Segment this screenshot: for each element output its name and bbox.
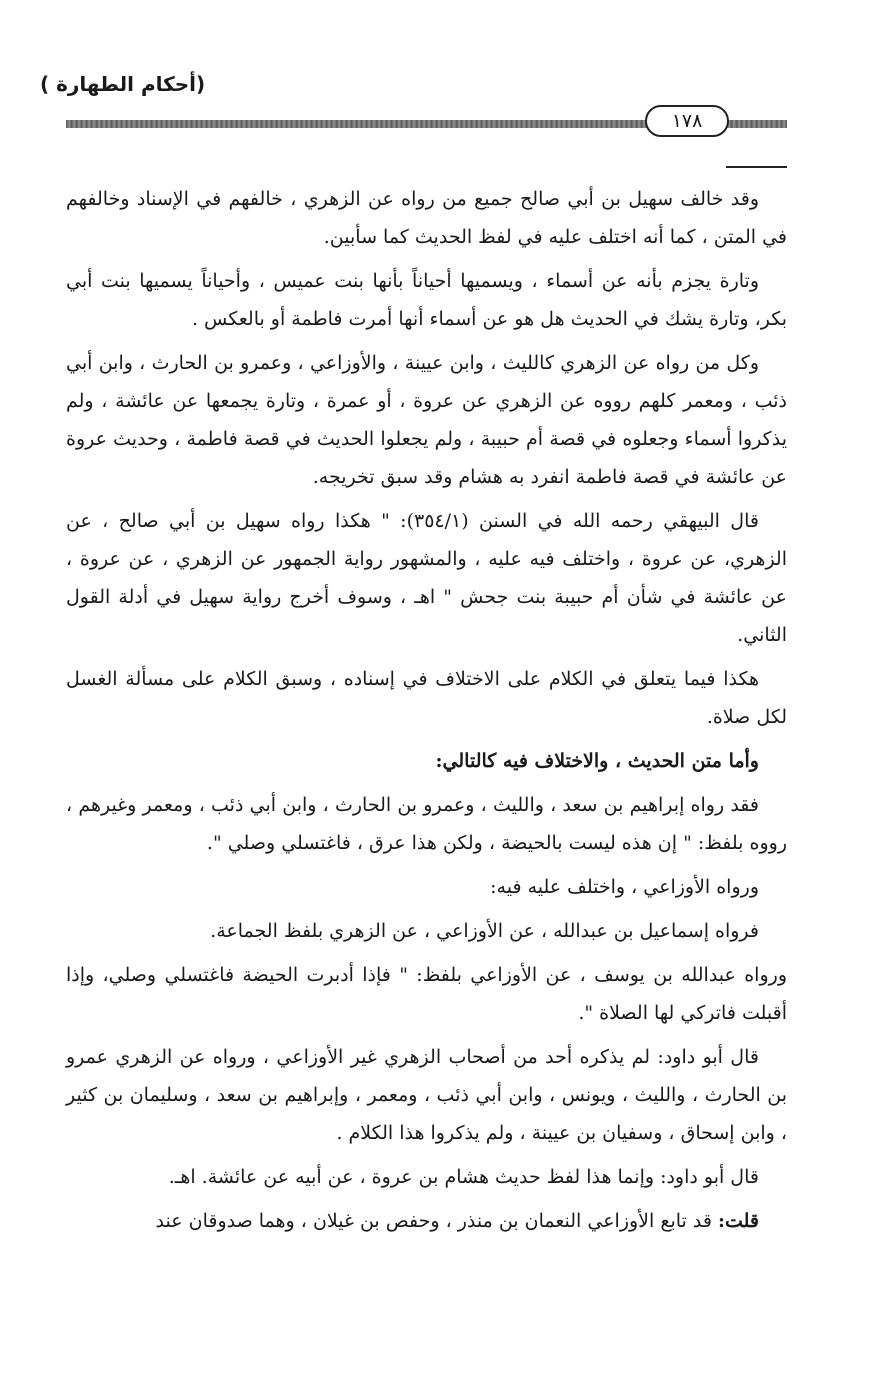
paragraph: قال أبو داود: لم يذكره أحد من أصحاب الزهري غير الأوزاعي ، ورواه عن الزهري عمرو بن الحارث ، والليث ، ويونس ، وابن أبي ذئب ، ومعمر ، وإبراهيم بن سعد ، وسليمان بن كثير ، وابن إسحاق ، وسفيان بن عيينة ، ولم يذكروا هذا الكلام . bbox=[66, 1046, 788, 1144]
paragraph: ورواه الأوزاعي ، واختلف عليه فيه: bbox=[490, 876, 759, 898]
paragraph: فرواه إسماعيل بن عبدالله ، عن الأوزاعي ، عن الزهري بلفظ الجماعة. bbox=[210, 920, 759, 942]
section-heading: وأما متن الحديث ، والاختلاف فيه كالتالي: bbox=[435, 750, 759, 772]
paragraph-text: قد تابع الأوزاعي النعمان بن منذر ، وحفص بن غيلان ، وهما صدوقان عند bbox=[155, 1210, 718, 1232]
paragraph: قال البيهقي رحمه الله في السنن (٣٥٤/١): " هكذا رواه سهيل بن أبي صالح ، عن الزهري، عن عروة ، واختلف فيه عليه ، والمشهور رواية الجمهور عن الزهري ، عن عروة ، عن عائشة في شأن أم حبيبة بنت جحش " اهـ ، وسوف أخرج رواية سهيل في أدلة القول الثاني. bbox=[66, 510, 787, 646]
paragraph: وقد خالف سهيل بن أبي صالح جميع من رواه عن الزهري ، خالفهم في الإسناد وخالفهم في المتن ، كما أنه اختلف عليه في لفظ الحديث كما سأبين. bbox=[66, 188, 787, 248]
paragraph-lead: قلت: bbox=[717, 1210, 759, 1232]
running-title: (أحكام الطهارة ) bbox=[40, 72, 206, 96]
paragraph: قال أبو داود: وإنما هذا لفظ حديث هشام بن عروة ، عن أبيه عن عائشة. اهـ. bbox=[168, 1166, 759, 1188]
paragraph: ورواه عبدالله بن يوسف ، عن الأوزاعي بلفظ: " فإذا أدبرت الحيضة فاغتسلي وصلي، وإذا أقبلت فاتركي لها الصلاة ". bbox=[66, 964, 787, 1024]
page-number: ١٧٨ bbox=[645, 105, 729, 137]
paragraph: هكذا فيما يتعلق في الكلام على الاختلاف في إسناده ، وسبق الكلام على مسألة الغسل لكل صلاة. bbox=[66, 668, 787, 728]
paragraph: فقد رواه إبراهيم بن سعد ، والليث ، وعمرو بن الحارث ، وابن أبي ذئب ، ومعمر وغيرهم ، رووه بلفظ: " إن هذه ليست بالحيضة ، ولكن هذا عرق ، فاغتسلي وصلي ". bbox=[66, 794, 787, 854]
short-rule bbox=[726, 166, 787, 168]
paragraph bbox=[66, 1202, 787, 1240]
paragraph: وكل من رواه عن الزهري كالليث ، وابن عيينة ، والأوزاعي ، وعمرو بن الحارث ، وابن أبي ذئب ، ومعمر كلهم رووه عن الزهري عن عروة ، أو عمرة ، وتارة يجمعها عن عائشة ، ولم يذكروا أسماء وجعلوه في قصة أم حبيبة ، ولم يجعلوا الحديث في قصة فاطمة ، وحديث عروة عن عائشة في قصة فاطمة انفرد به هشام وقد سبق تخريجه. bbox=[66, 352, 787, 488]
body-text bbox=[66, 180, 787, 1246]
paragraph: وتارة يجزم بأنه عن أسماء ، ويسميها أحياناً بأنها بنت عميس ، وأحياناً يسميها بنت أبي بكر، وتارة يشك في الحديث هل هو عن أسماء أنها أمرت فاطمة أو بالعكس . bbox=[66, 270, 787, 330]
